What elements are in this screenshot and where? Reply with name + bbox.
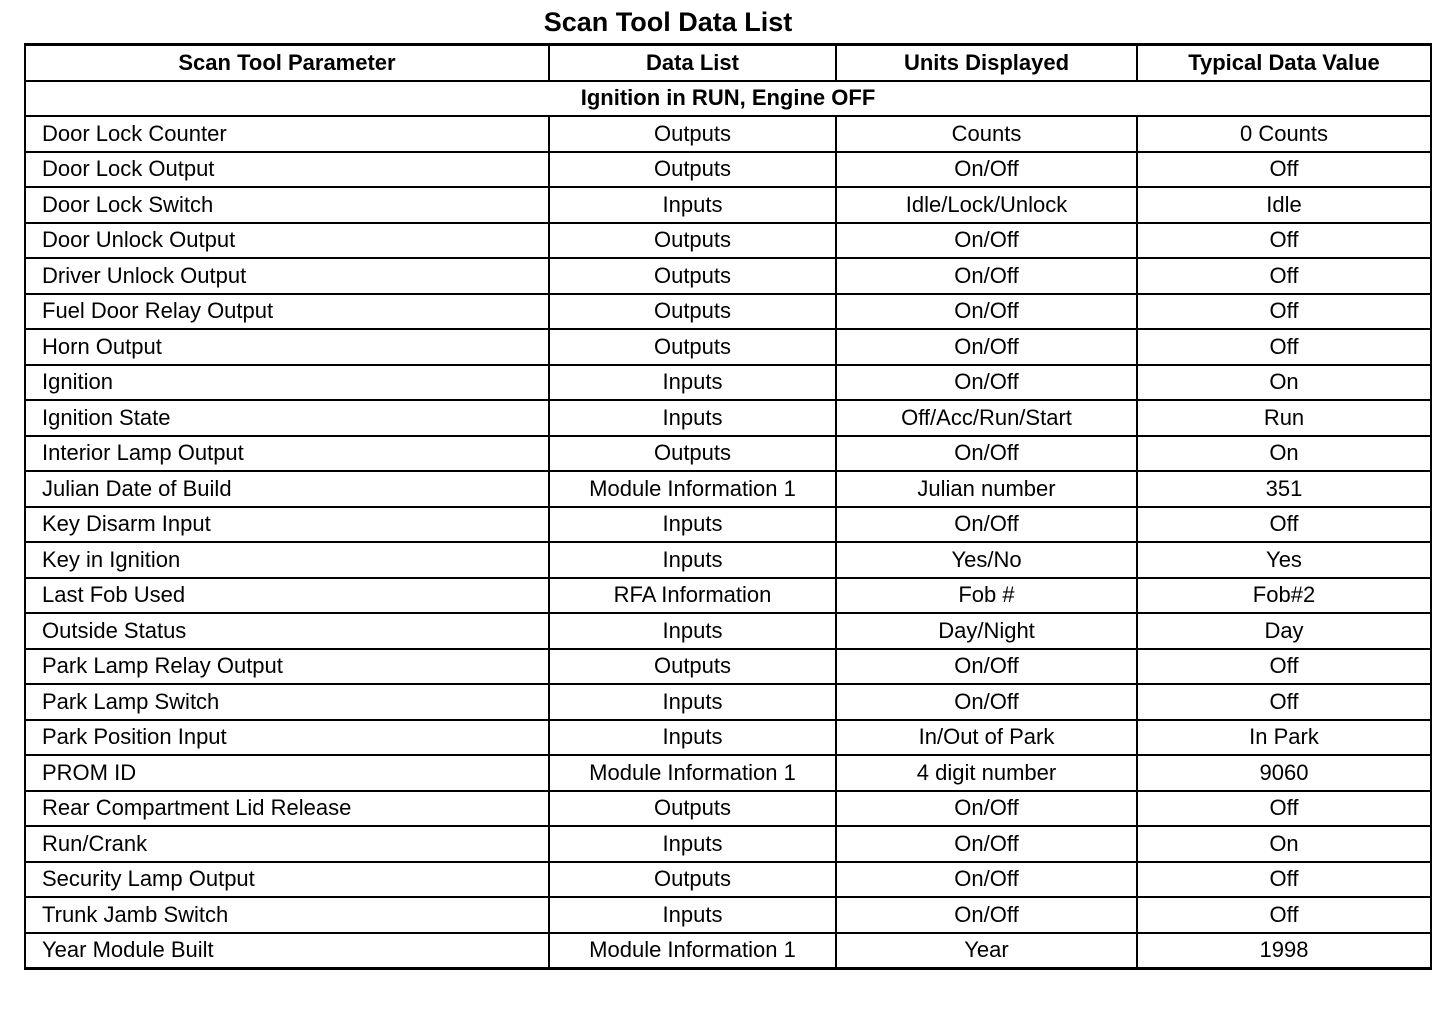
table-row (25, 223, 1431, 259)
cell-data-list: Outputs (549, 152, 836, 188)
table-row (25, 329, 1431, 365)
cell-typical-data-value: Off (1137, 152, 1431, 188)
table-row (25, 542, 1431, 578)
header-parameter: Scan Tool Parameter (25, 45, 549, 81)
cell-data-list: Inputs (549, 826, 836, 862)
cell-data-list: Module Information 1 (549, 755, 836, 791)
cell-data-list: Inputs (549, 720, 836, 756)
cell-parameter: Park Position Input (25, 720, 549, 756)
table-row (25, 897, 1431, 933)
cell-units-displayed: 4 digit number (836, 755, 1137, 791)
section-row (25, 81, 1431, 117)
table-row (25, 294, 1431, 330)
cell-data-list: Inputs (549, 613, 836, 649)
cell-data-list: Outputs (549, 223, 836, 259)
cell-typical-data-value: On (1137, 436, 1431, 472)
cell-data-list: Inputs (549, 684, 836, 720)
cell-parameter: Last Fob Used (25, 578, 549, 614)
cell-data-list: Inputs (549, 507, 836, 543)
cell-parameter: Security Lamp Output (25, 862, 549, 898)
cell-parameter: Interior Lamp Output (25, 436, 549, 472)
cell-units-displayed: Julian number (836, 471, 1137, 507)
cell-data-list: Outputs (549, 329, 836, 365)
cell-data-list: Inputs (549, 400, 836, 436)
cell-typical-data-value: In Park (1137, 720, 1431, 756)
page-title: Scan Tool Data List (543, 7, 793, 37)
cell-units-displayed: On/Off (836, 897, 1137, 933)
cell-data-list: Outputs (549, 294, 836, 330)
cell-units-displayed: On/Off (836, 684, 1137, 720)
cell-typical-data-value: Off (1137, 223, 1431, 259)
cell-typical-data-value: Off (1137, 897, 1431, 933)
cell-typical-data-value: Off (1137, 791, 1431, 827)
table-row (25, 755, 1431, 791)
cell-parameter: Outside Status (25, 613, 549, 649)
cell-data-list: Outputs (549, 649, 836, 685)
cell-units-displayed: On/Off (836, 329, 1137, 365)
cell-typical-data-value: On (1137, 826, 1431, 862)
cell-units-displayed: On/Off (836, 649, 1137, 685)
cell-units-displayed: Day/Night (836, 613, 1137, 649)
cell-typical-data-value: Off (1137, 649, 1431, 685)
cell-units-displayed: Year (836, 933, 1137, 969)
cell-typical-data-value: Fob#2 (1137, 578, 1431, 614)
cell-typical-data-value: Off (1137, 258, 1431, 294)
cell-units-displayed: On/Off (836, 436, 1137, 472)
table-row (25, 400, 1431, 436)
cell-parameter: Key Disarm Input (25, 507, 549, 543)
cell-parameter: Door Unlock Output (25, 223, 549, 259)
cell-typical-data-value: Off (1137, 329, 1431, 365)
header-units-displayed: Units Displayed (836, 45, 1137, 81)
table-row (25, 862, 1431, 898)
cell-parameter: Park Lamp Switch (25, 684, 549, 720)
cell-units-displayed: Fob # (836, 578, 1137, 614)
cell-typical-data-value: Yes (1137, 542, 1431, 578)
cell-units-displayed: Counts (836, 116, 1137, 152)
cell-typical-data-value: Off (1137, 294, 1431, 330)
scan-tool-data-table (24, 43, 1432, 970)
cell-units-displayed: On/Off (836, 862, 1137, 898)
cell-parameter: Horn Output (25, 329, 549, 365)
cell-data-list: Inputs (549, 365, 836, 401)
cell-units-displayed: On/Off (836, 294, 1137, 330)
table-row (25, 791, 1431, 827)
cell-parameter: Door Lock Switch (25, 187, 549, 223)
cell-data-list: Module Information 1 (549, 933, 836, 969)
header-row (25, 45, 1431, 81)
cell-parameter: Door Lock Output (25, 152, 549, 188)
cell-units-displayed: On/Off (836, 791, 1137, 827)
cell-parameter: Julian Date of Build (25, 471, 549, 507)
table-row (25, 187, 1431, 223)
cell-data-list: Inputs (549, 187, 836, 223)
cell-parameter: Run/Crank (25, 826, 549, 862)
cell-data-list: Module Information 1 (549, 471, 836, 507)
table-row (25, 933, 1431, 969)
table-row (25, 152, 1431, 188)
cell-units-displayed: On/Off (836, 365, 1137, 401)
cell-units-displayed: Off/Acc/Run/Start (836, 400, 1137, 436)
cell-data-list: Inputs (549, 897, 836, 933)
table-row (25, 720, 1431, 756)
table-row (25, 471, 1431, 507)
cell-typical-data-value: 351 (1137, 471, 1431, 507)
cell-typical-data-value: 9060 (1137, 755, 1431, 791)
header-data-list: Data List (549, 45, 836, 81)
table-row (25, 365, 1431, 401)
cell-typical-data-value: 1998 (1137, 933, 1431, 969)
cell-units-displayed: In/Out of Park (836, 720, 1137, 756)
table-body (25, 81, 1431, 969)
cell-parameter: Year Module Built (25, 933, 549, 969)
cell-data-list: Inputs (549, 542, 836, 578)
section-label: Ignition in RUN, Engine OFF (25, 81, 1431, 117)
cell-parameter: PROM ID (25, 755, 549, 791)
cell-units-displayed: Yes/No (836, 542, 1137, 578)
cell-parameter: Key in Ignition (25, 542, 549, 578)
cell-units-displayed: On/Off (836, 826, 1137, 862)
cell-typical-data-value: On (1137, 365, 1431, 401)
cell-data-list: Outputs (549, 862, 836, 898)
cell-parameter: Door Lock Counter (25, 116, 549, 152)
cell-data-list: Outputs (549, 436, 836, 472)
cell-typical-data-value: Idle (1137, 187, 1431, 223)
cell-units-displayed: On/Off (836, 223, 1137, 259)
cell-typical-data-value: Off (1137, 684, 1431, 720)
table-row (25, 258, 1431, 294)
cell-data-list: Outputs (549, 258, 836, 294)
cell-typical-data-value: Day (1137, 613, 1431, 649)
table-row (25, 507, 1431, 543)
cell-parameter: Driver Unlock Output (25, 258, 549, 294)
cell-units-displayed: On/Off (836, 152, 1137, 188)
cell-units-displayed: On/Off (836, 258, 1137, 294)
cell-units-displayed: On/Off (836, 507, 1137, 543)
table-row (25, 826, 1431, 862)
cell-data-list: RFA Information (549, 578, 836, 614)
cell-data-list: Outputs (549, 116, 836, 152)
cell-parameter: Fuel Door Relay Output (25, 294, 549, 330)
cell-parameter: Ignition (25, 365, 549, 401)
header-typical-data-value: Typical Data Value (1137, 45, 1431, 81)
table-row (25, 116, 1431, 152)
table-row (25, 578, 1431, 614)
cell-typical-data-value: Off (1137, 862, 1431, 898)
cell-typical-data-value: Off (1137, 507, 1431, 543)
cell-typical-data-value: 0 Counts (1137, 116, 1431, 152)
cell-parameter: Rear Compartment Lid Release (25, 791, 549, 827)
table-row (25, 613, 1431, 649)
cell-units-displayed: Idle/Lock/Unlock (836, 187, 1137, 223)
table-row (25, 436, 1431, 472)
table-row (25, 649, 1431, 685)
cell-parameter: Trunk Jamb Switch (25, 897, 549, 933)
cell-parameter: Park Lamp Relay Output (25, 649, 549, 685)
cell-parameter: Ignition State (25, 400, 549, 436)
table-row (25, 684, 1431, 720)
cell-typical-data-value: Run (1137, 400, 1431, 436)
cell-data-list: Outputs (549, 791, 836, 827)
